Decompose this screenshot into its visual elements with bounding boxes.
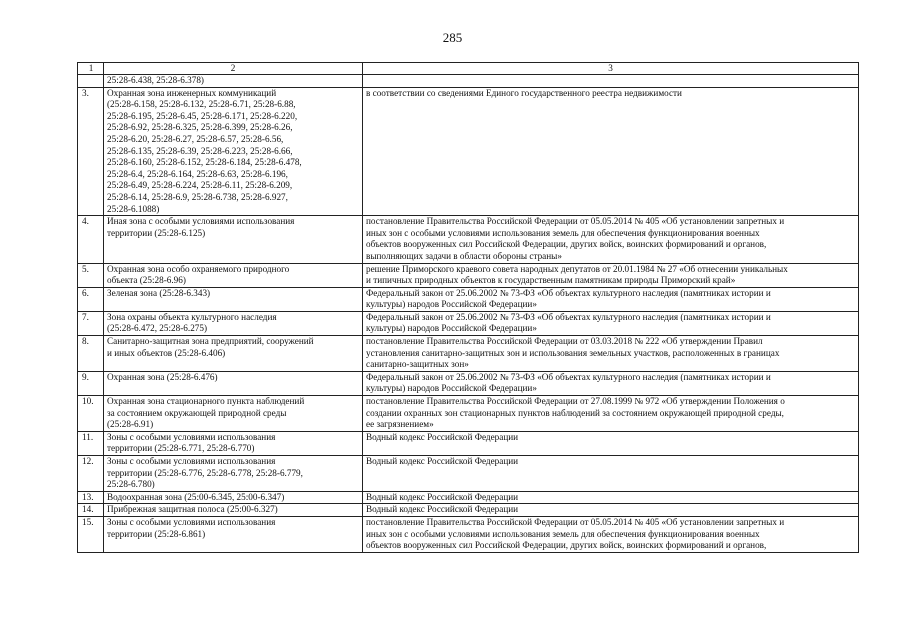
zone-name-line: 25:28-6.92, 25:28-6.325, 25:28-6.399, 25:28-6.26, [107, 122, 293, 133]
legal-basis-line: постановление Правительства Российской Федерации от 05.05.2014 № 405 «Об установлении запретных и [366, 516, 785, 527]
zone-name-line: 25:28-6.4, 25:28-6.164, 25:28-6.63, 25:28-6.196, [107, 168, 288, 179]
zone-name-line: Охранная зона инженерных коммуникаций [107, 87, 277, 98]
legal-basis-line: постановление Правительства Российской Федерации от 27.08.1999 № 972 «Об утверждении Положения о [366, 396, 785, 407]
zone-name-line: (25:28-6.472, 25:28-6.275) [107, 323, 208, 334]
legal-basis-cell [363, 504, 859, 517]
zone-name-line: и иных объектов (25:28-6.406) [107, 347, 226, 358]
row-number-cell: 8. [78, 336, 104, 372]
legal-basis-cell [363, 336, 859, 372]
zone-name-line: территории (25:28-6.125) [107, 227, 206, 238]
zone-name-line: Зеленая зона (25:28-6.343) [107, 287, 211, 298]
zone-name-line: 25:28-6.49, 25:28-6.224, 25:28-6.11, 25:28-6.209, [107, 180, 293, 191]
zone-name-cell [104, 504, 363, 517]
table-row [78, 75, 859, 88]
zone-name-line: Зоны с особыми условиями использования [107, 516, 276, 527]
table-row [78, 263, 859, 287]
table-row [78, 371, 859, 395]
legal-basis-line: Водный кодекс Российской Федерации [366, 431, 519, 442]
legal-basis-cell [363, 516, 859, 552]
legal-basis-cell [363, 75, 859, 88]
table-row [78, 491, 859, 504]
legal-basis-cell [363, 263, 859, 287]
zone-name-line: 25:28-6.160, 25:28-6.152, 25:28-6.184, 25:28-6.478, [107, 157, 302, 168]
legal-basis-line: Федеральный закон от 25.06.2002 № 73-ФЗ «Об объектах культурного наследия (памятниках истории и [366, 371, 771, 382]
legal-basis-cell [363, 311, 859, 335]
legal-basis-cell [363, 456, 859, 492]
table-row [78, 431, 859, 455]
zone-name-line: 25:28-6.14, 25:28-6.9, 25:28-6.738, 25:28-6.927, [107, 191, 288, 202]
legal-basis-line: Федеральный закон от 25.06.2002 № 73-ФЗ «Об объектах культурного наследия (памятниках истории и [366, 287, 771, 298]
legal-basis-line: культуры) народов Российской Федерации» [366, 383, 537, 394]
table-row [78, 216, 859, 263]
zone-name-cell [104, 311, 363, 335]
table-row [78, 287, 859, 311]
row-number-cell: 6. [78, 287, 104, 311]
zone-name-line: Прибрежная защитная полоса (25:00-6.327) [107, 504, 278, 515]
zone-name-cell [104, 287, 363, 311]
table-row [78, 336, 859, 372]
legal-basis-cell [363, 371, 859, 395]
row-number-cell: 4. [78, 216, 104, 263]
legal-basis-line: постановление Правительства Российской Федерации от 03.03.2018 № 222 «Об утверждении Правил [366, 336, 763, 347]
page-number: 285 [442, 30, 463, 45]
legal-basis-line: Водный кодекс Российской Федерации [366, 504, 519, 515]
header-col-3: 3 [363, 63, 859, 75]
zone-name-cell [104, 396, 363, 432]
legal-basis-line: Федеральный закон от 25.06.2002 № 73-ФЗ «Об объектах культурного наследия (памятниках истории и [366, 311, 771, 322]
zone-name-line: Охранная зона особо охраняемого природного [107, 263, 290, 274]
zone-name-cell [104, 75, 363, 88]
table-row [78, 396, 859, 432]
table-row [78, 516, 859, 552]
legal-basis-line: в соответствии со сведениями Единого государственного реестра недвижимости [366, 87, 682, 98]
zone-name-line: 25:28-6.20, 25:28-6.27, 25:28-6.57, 25:28-6.56, [107, 133, 284, 144]
zone-name-line: 25:28-6.135, 25:28-6.39, 25:28-6.223, 25:28-6.66, [107, 145, 293, 156]
zone-name-line: Охранная зона (25:28-6.476) [107, 371, 218, 382]
zone-name-line: 25:28-6.1088) [107, 203, 160, 214]
legal-basis-line: иных зон с особыми условиями использования земель для обеспечения функционирования военных [366, 227, 760, 238]
legal-basis-line: объектов вооруженных сил Российской Федерации, других войск, воинских формирований и органов, [366, 540, 767, 551]
row-number-cell: 10. [78, 396, 104, 432]
legal-basis-cell [363, 396, 859, 432]
legal-basis-line: ее загрязнением» [366, 419, 434, 430]
legal-basis-line: создании охранных зон стационарных пунктов наблюдений за состоянием окружающей природной среды, [366, 407, 784, 418]
row-number-cell: 15. [78, 516, 104, 552]
row-number-cell: 11. [78, 431, 104, 455]
zone-name-line: территории (25:28-6.776, 25:28-6.778, 25:28-6.779, [107, 467, 303, 478]
header-col-1: 1 [78, 63, 104, 75]
header-col-2: 2 [104, 63, 363, 75]
zone-name-cell [104, 87, 363, 216]
zone-name-line: Водоохранная зона (25:00-6.345, 25:00-6.347) [107, 491, 285, 502]
row-number-cell: 3. [78, 87, 104, 216]
row-number-cell: 13. [78, 491, 104, 504]
zone-name-line: Санитарно-защитная зона предприятий, сооружений [107, 336, 314, 347]
row-number-cell: 7. [78, 311, 104, 335]
zone-name-line: Зоны с особыми условиями использования [107, 456, 276, 466]
table-header-row [78, 63, 859, 75]
legal-basis-line: выполняющих задачи в области обороны страны» [366, 250, 562, 261]
legal-basis-line: объектов вооруженных сил Российской Федерации, других войск, воинских формирований и органов, [366, 239, 767, 250]
row-number-cell: 12. [78, 456, 104, 492]
table-row [78, 311, 859, 335]
legal-basis-line: культуры) народов Российской Федерации» [366, 299, 537, 310]
legal-basis-cell [363, 287, 859, 311]
legal-basis-line: и типичных природных объектов к государственным памятникам природы Приморский край» [366, 275, 736, 286]
zone-name-cell [104, 216, 363, 263]
zone-name-line: (25:28-6.91) [107, 419, 154, 430]
zone-name-line: объекта (25:28-6.96) [107, 275, 186, 286]
legal-basis-line: иных зон с особыми условиями использования земель для обеспечения функционирования военных [366, 528, 760, 539]
legal-basis-line: санитарно-защитных зон» [366, 359, 469, 370]
legal-basis-cell [363, 216, 859, 263]
table-row [78, 87, 859, 216]
zone-name-line: 25:28-6.195, 25:28-6.45, 25:28-6.171, 25:28-6.220, [107, 110, 298, 121]
zone-name-cell [104, 456, 363, 492]
zones-table [77, 62, 859, 553]
zone-name-line: (25:28-6.158, 25:28-6.132, 25:28-6.71, 25:28-6.88, [107, 99, 296, 110]
zone-name-cell [104, 263, 363, 287]
zone-name-line: Зоны с особыми условиями использования [107, 431, 276, 442]
zone-name-line: Зона охраны объекта культурного наследия [107, 311, 277, 322]
zone-name-cell [104, 431, 363, 455]
zone-name-line: Иная зона с особыми условиями использования [107, 216, 295, 227]
row-number-cell: 14. [78, 504, 104, 517]
zone-name-line: за состоянием окружающей природной среды [107, 407, 287, 418]
zone-name-line: 25:28-6.438, 25:28-6.378) [107, 75, 204, 85]
legal-basis-line: постановление Правительства Российской Федерации от 05.05.2014 № 405 «Об установлении запретных и [366, 216, 785, 227]
legal-basis-line: решение Приморского краевого совета народных депутатов от 20.01.1984 № 27 «Об отнесении уникальных [366, 263, 788, 274]
zone-name-cell [104, 516, 363, 552]
legal-basis-cell [363, 491, 859, 504]
zone-name-line: территории (25:28-6.861) [107, 528, 206, 539]
legal-basis-line: культуры) народов Российской Федерации» [366, 323, 537, 334]
row-number-cell: 5. [78, 263, 104, 287]
table-row [78, 504, 859, 517]
legal-basis-cell [363, 87, 859, 216]
row-number-cell [78, 75, 104, 88]
legal-basis-line: Водный кодекс Российской Федерации [366, 456, 519, 466]
legal-basis-line: Водный кодекс Российской Федерации [366, 491, 519, 502]
row-number-cell: 9. [78, 371, 104, 395]
legal-basis-line: установления санитарно-защитных зон и использования земельных участков, расположенных в границах [366, 347, 780, 358]
table-row [78, 456, 859, 492]
zone-name-line: Охранная зона стационарного пункта наблюдений [107, 396, 305, 407]
zone-name-cell [104, 336, 363, 372]
zone-name-cell [104, 491, 363, 504]
legal-basis-cell [363, 431, 859, 455]
zone-name-line: территории (25:28-6.771, 25:28-6.770) [107, 443, 255, 454]
zone-name-line: 25:28-6.780) [107, 479, 155, 490]
zone-name-cell [104, 371, 363, 395]
zones-table-body [78, 63, 859, 553]
